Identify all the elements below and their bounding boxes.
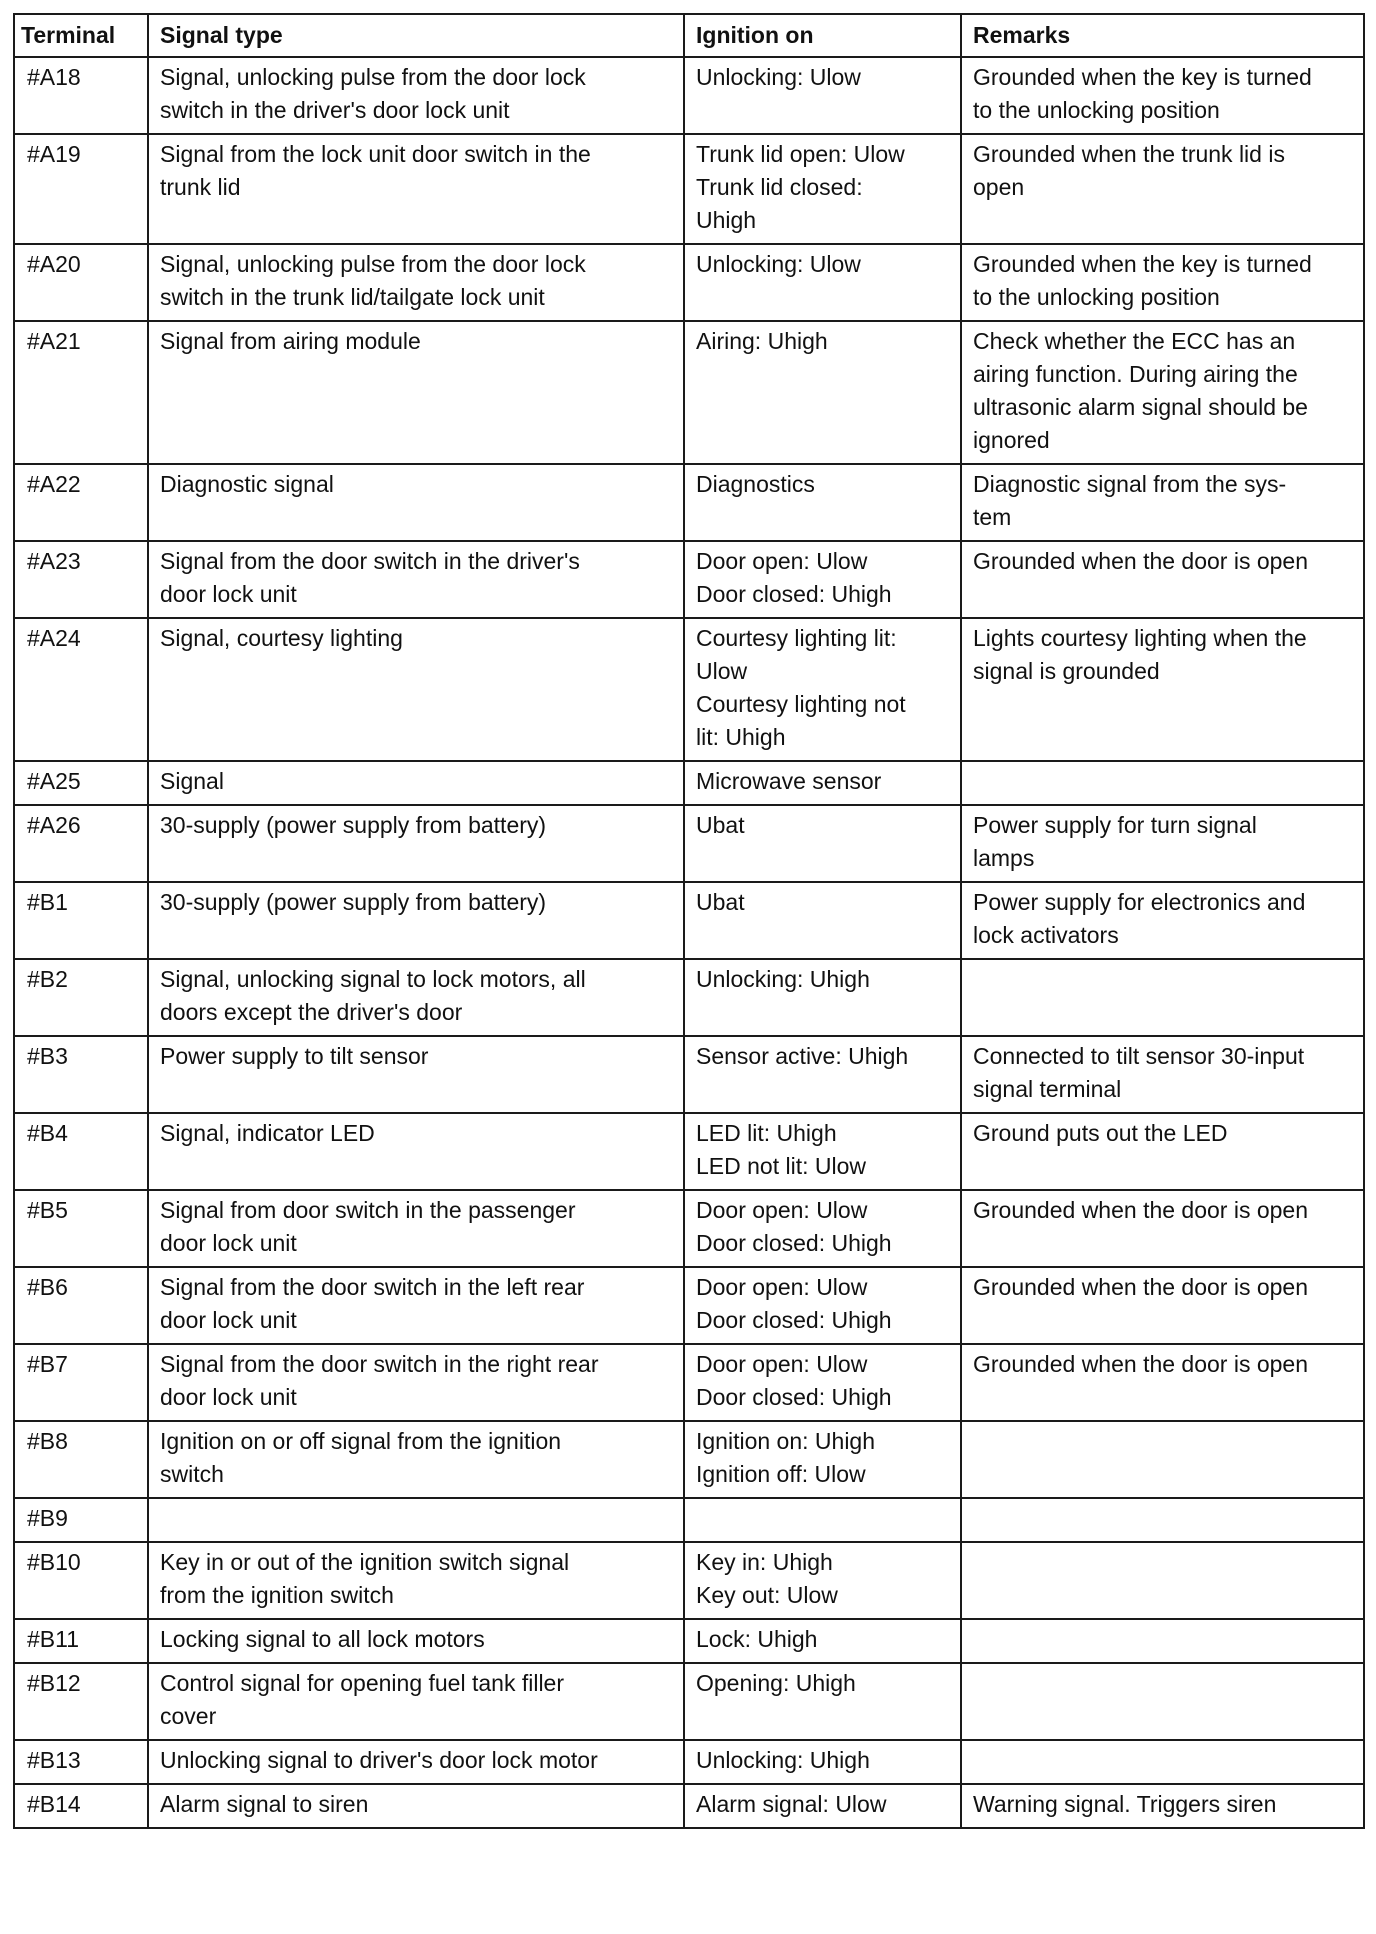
remarks-cell: Grounded when the key is turned to the unlocking position bbox=[961, 244, 1364, 321]
signal-type-cell: Signal from door switch in the passenger door lock unit bbox=[148, 1190, 684, 1267]
ignition-on-cell: Door open: Ulow Door closed: Uhigh bbox=[684, 1344, 961, 1421]
remarks-cell bbox=[961, 761, 1364, 805]
table-row bbox=[14, 464, 1364, 541]
signal-type-cell: Ignition on or off signal from the ignition switch bbox=[148, 1421, 684, 1498]
remarks-cell: Power supply for turn signal lamps bbox=[961, 805, 1364, 882]
remarks-cell bbox=[961, 959, 1364, 1036]
ignition-on-cell: Unlocking: Ulow bbox=[684, 244, 961, 321]
signal-type-cell: Signal, unlocking signal to lock motors, all doors except the driver's door bbox=[148, 959, 684, 1036]
ignition-on-cell: Key in: Uhigh Key out: Ulow bbox=[684, 1542, 961, 1619]
table-row bbox=[14, 1113, 1364, 1190]
remarks-cell: Grounded when the door is open bbox=[961, 1190, 1364, 1267]
table-row bbox=[14, 1267, 1364, 1344]
ignition-on-cell: Ubat bbox=[684, 805, 961, 882]
ignition-on-cell: Alarm signal: Ulow bbox=[684, 1784, 961, 1828]
terminal-cell: #B1 bbox=[14, 882, 148, 959]
terminal-signal-table bbox=[13, 13, 1365, 1829]
remarks-cell: Grounded when the trunk lid is open bbox=[961, 134, 1364, 244]
terminal-cell: #A21 bbox=[14, 321, 148, 464]
table-row bbox=[14, 57, 1364, 134]
terminal-cell: #B9 bbox=[14, 1498, 148, 1542]
ignition-on-cell: LED lit: Uhigh LED not lit: Ulow bbox=[684, 1113, 961, 1190]
table-row bbox=[14, 1542, 1364, 1619]
terminal-cell: #B7 bbox=[14, 1344, 148, 1421]
remarks-cell: Connected to tilt sensor 30-input signal terminal bbox=[961, 1036, 1364, 1113]
terminal-cell: #A25 bbox=[14, 761, 148, 805]
ignition-on-cell: Ignition on: Uhigh Ignition off: Ulow bbox=[684, 1421, 961, 1498]
terminal-cell: #B6 bbox=[14, 1267, 148, 1344]
table-body bbox=[14, 57, 1364, 1828]
terminal-cell: #A22 bbox=[14, 464, 148, 541]
header-terminal: Terminal bbox=[14, 14, 148, 57]
signal-type-cell: Signal, unlocking pulse from the door lock switch in the driver's door lock unit bbox=[148, 57, 684, 134]
table-row bbox=[14, 1784, 1364, 1828]
table-row bbox=[14, 1421, 1364, 1498]
remarks-cell: Power supply for electronics and lock activators bbox=[961, 882, 1364, 959]
ignition-on-cell: Unlocking: Uhigh bbox=[684, 959, 961, 1036]
table-row bbox=[14, 244, 1364, 321]
table-row bbox=[14, 1190, 1364, 1267]
signal-type-cell: Signal from airing module bbox=[148, 321, 684, 464]
table-row bbox=[14, 882, 1364, 959]
terminal-cell: #B14 bbox=[14, 1784, 148, 1828]
ignition-on-cell: Door open: Ulow Door closed: Uhigh bbox=[684, 541, 961, 618]
table-row bbox=[14, 1498, 1364, 1542]
remarks-cell bbox=[961, 1498, 1364, 1542]
remarks-cell bbox=[961, 1740, 1364, 1784]
ignition-on-cell: Ubat bbox=[684, 882, 961, 959]
table-row bbox=[14, 618, 1364, 761]
signal-type-cell: Signal, indicator LED bbox=[148, 1113, 684, 1190]
remarks-cell: Warning signal. Triggers siren bbox=[961, 1784, 1364, 1828]
signal-type-cell: Locking signal to all lock motors bbox=[148, 1619, 684, 1663]
remarks-cell: Grounded when the door is open bbox=[961, 541, 1364, 618]
ignition-on-cell: Courtesy lighting lit: Ulow Courtesy lighting not lit: Uhigh bbox=[684, 618, 961, 761]
table-row bbox=[14, 805, 1364, 882]
remarks-cell: Check whether the ECC has an airing function. During airing the ultrasonic alarm signal should be ignored bbox=[961, 321, 1364, 464]
table-row bbox=[14, 1036, 1364, 1113]
signal-type-cell: Unlocking signal to driver's door lock motor bbox=[148, 1740, 684, 1784]
remarks-cell bbox=[961, 1663, 1364, 1740]
header-signal-type: Signal type bbox=[148, 14, 684, 57]
remarks-cell bbox=[961, 1619, 1364, 1663]
ignition-on-cell: Door open: Ulow Door closed: Uhigh bbox=[684, 1190, 961, 1267]
terminal-cell: #B11 bbox=[14, 1619, 148, 1663]
ignition-on-cell: Door open: Ulow Door closed: Uhigh bbox=[684, 1267, 961, 1344]
ignition-on-cell: Unlocking: Ulow bbox=[684, 57, 961, 134]
ignition-on-cell bbox=[684, 1498, 961, 1542]
ignition-on-cell: Diagnostics bbox=[684, 464, 961, 541]
terminal-cell: #B2 bbox=[14, 959, 148, 1036]
remarks-cell bbox=[961, 1542, 1364, 1619]
remarks-cell: Grounded when the door is open bbox=[961, 1267, 1364, 1344]
signal-type-cell: Signal from the lock unit door switch in the trunk lid bbox=[148, 134, 684, 244]
signal-type-cell: Signal, courtesy lighting bbox=[148, 618, 684, 761]
signal-type-cell: Power supply to tilt sensor bbox=[148, 1036, 684, 1113]
ignition-on-cell: Microwave sensor bbox=[684, 761, 961, 805]
ignition-on-cell: Opening: Uhigh bbox=[684, 1663, 961, 1740]
table-row bbox=[14, 1663, 1364, 1740]
terminal-cell: #B3 bbox=[14, 1036, 148, 1113]
signal-type-cell: Signal from the door switch in the left rear door lock unit bbox=[148, 1267, 684, 1344]
signal-type-cell: Signal from the door switch in the driver's door lock unit bbox=[148, 541, 684, 618]
table-row bbox=[14, 321, 1364, 464]
signal-type-cell: Alarm signal to siren bbox=[148, 1784, 684, 1828]
terminal-cell: #B5 bbox=[14, 1190, 148, 1267]
signal-type-cell: 30-supply (power supply from battery) bbox=[148, 805, 684, 882]
terminal-cell: #A20 bbox=[14, 244, 148, 321]
terminal-cell: #B4 bbox=[14, 1113, 148, 1190]
terminal-cell: #A18 bbox=[14, 57, 148, 134]
header-remarks: Remarks bbox=[961, 14, 1364, 57]
table-row bbox=[14, 1619, 1364, 1663]
signal-type-cell: Signal, unlocking pulse from the door lock switch in the trunk lid/tailgate lock unit bbox=[148, 244, 684, 321]
remarks-cell: Lights courtesy lighting when the signal is grounded bbox=[961, 618, 1364, 761]
terminal-cell: #A26 bbox=[14, 805, 148, 882]
remarks-cell: Ground puts out the LED bbox=[961, 1113, 1364, 1190]
terminal-cell: #B10 bbox=[14, 1542, 148, 1619]
remarks-cell: Grounded when the door is open bbox=[961, 1344, 1364, 1421]
remarks-cell bbox=[961, 1421, 1364, 1498]
signal-type-cell: Key in or out of the ignition switch signal from the ignition switch bbox=[148, 1542, 684, 1619]
terminal-cell: #B12 bbox=[14, 1663, 148, 1740]
ignition-on-cell: Unlocking: Uhigh bbox=[684, 1740, 961, 1784]
signal-type-cell: Signal bbox=[148, 761, 684, 805]
terminal-cell: #A19 bbox=[14, 134, 148, 244]
ignition-on-cell: Sensor active: Uhigh bbox=[684, 1036, 961, 1113]
signal-type-cell bbox=[148, 1498, 684, 1542]
header-ignition-on: Ignition on bbox=[684, 14, 961, 57]
table-row bbox=[14, 541, 1364, 618]
signal-type-cell: Control signal for opening fuel tank filler cover bbox=[148, 1663, 684, 1740]
table-row bbox=[14, 134, 1364, 244]
remarks-cell: Grounded when the key is turned to the unlocking position bbox=[961, 57, 1364, 134]
ignition-on-cell: Trunk lid open: Ulow Trunk lid closed: Uhigh bbox=[684, 134, 961, 244]
ignition-on-cell: Airing: Uhigh bbox=[684, 321, 961, 464]
signal-type-cell: Signal from the door switch in the right rear door lock unit bbox=[148, 1344, 684, 1421]
terminal-cell: #A23 bbox=[14, 541, 148, 618]
terminal-cell: #A24 bbox=[14, 618, 148, 761]
remarks-cell: Diagnostic signal from the sys- tem bbox=[961, 464, 1364, 541]
terminal-cell: #B13 bbox=[14, 1740, 148, 1784]
table-row bbox=[14, 1344, 1364, 1421]
signal-type-cell: Diagnostic signal bbox=[148, 464, 684, 541]
signal-type-cell: 30-supply (power supply from battery) bbox=[148, 882, 684, 959]
table-row bbox=[14, 1740, 1364, 1784]
table-row bbox=[14, 761, 1364, 805]
terminal-cell: #B8 bbox=[14, 1421, 148, 1498]
table-row bbox=[14, 959, 1364, 1036]
ignition-on-cell: Lock: Uhigh bbox=[684, 1619, 961, 1663]
table-header-row bbox=[14, 14, 1364, 57]
